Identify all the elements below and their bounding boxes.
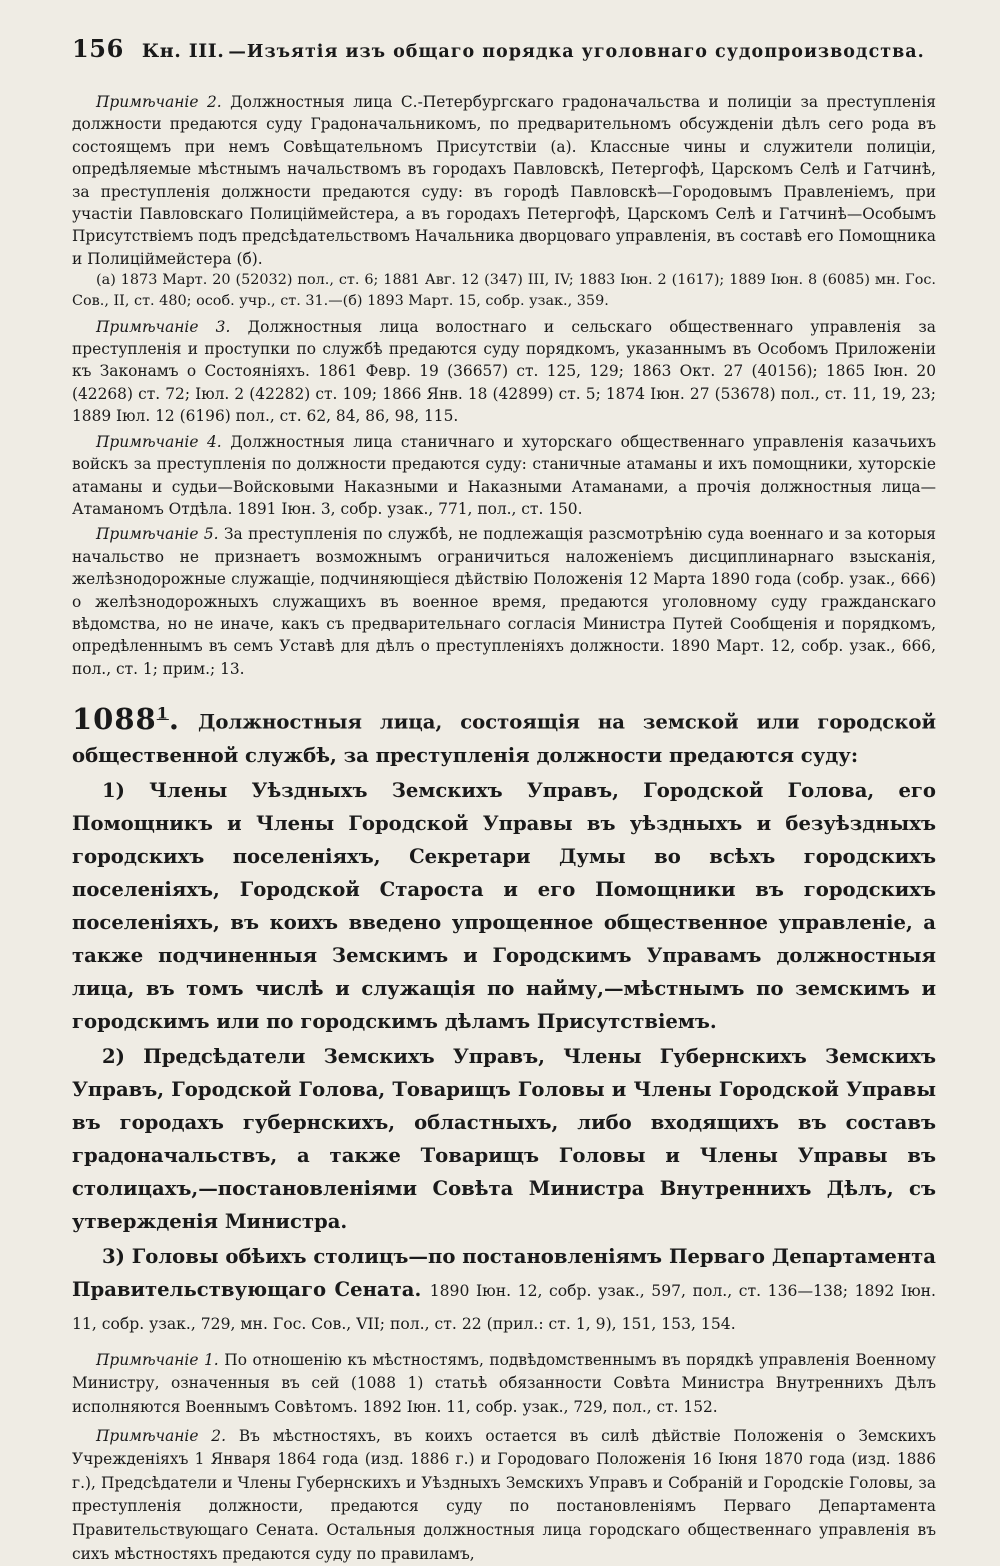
note-2 [72, 91, 936, 313]
note-text: За преступленія по службѣ, не подлежащія разсмотрѣнію суда военнаго и за которыя начальство не признаетъ возможнымъ ограничиться наложеніемъ дисциплинарнаго взысканія, желѣзнодорожные служащіе, подчиняющіеся дѣйствію Положенія 12 Марта 1890 года (собр. узак., 666) о желѣзнодорожныхъ служащихъ въ военное время, предаются уголовному суду гражданскаго вѣдомства, но не иначе, какъ съ предварительнаго согласія Министра Путей Сообщенія и порядкомъ, опредѣленнымъ въ семъ Уставѣ для дѣлъ о преступленіяхъ должности. 1890 Март. 12, собр. узак., 666, пол., ст. 1; прим.; 13. [72, 525, 936, 678]
note-label: Примѣчаніе 3. [96, 317, 231, 336]
bottom-note-1 [72, 1349, 936, 1420]
note-text: По отношенію къ мѣстностямъ, подвѣдомственнымъ въ порядкѣ управленія Военному Министру, означенныя въ сей (1088 1) статьѣ обязанности Совѣта Министра Внутреннихъ Дѣлъ исполняются Военнымъ Совѣтомъ. 1892 Іюн. 11, собр. узак., 729, пол., ст. 152. [72, 1350, 936, 1416]
note-paragraph [72, 316, 936, 428]
article-item-1: 1) Члены Уѣздныхъ Земскихъ Управъ, Городской Голова, его Помощникъ и Члены Городской Управы въ уѣздныхъ и безуѣздныхъ городскихъ поселеніяхъ, Секретари Думы во всѣхъ городскихъ поселеніяхъ, Городской Староста и его Помощники въ городскихъ поселеніяхъ, въ коихъ введено упрощенное общественное управленіе, а также подчиненныя Земскимъ и Городскимъ Управамъ должностныя лица, въ томъ числѣ и служащія по найму,—мѣстнымъ по земскимъ и городскимъ или по городскимъ дѣламъ Присутствіемъ. [72, 778, 936, 1033]
note-paragraph [72, 431, 936, 521]
article-citation: 1890 Іюн. 12, собр. узак., 597, пол., ст. 136—138; 1892 Іюн. 11, собр. узак., 729, мн. Гос. Сов., VII; пол., ст. 22 (прил.: ст. 1, 9), 151, 153, 154. [72, 1281, 936, 1333]
note-label: Примѣчаніе 4. [96, 432, 222, 451]
header-title: —Изъятія изъ общаго порядка уголовнаго судопроизводства. [228, 42, 925, 62]
article-number: 1088$^1$. [72, 701, 180, 736]
book-label: Кн. III. [141, 40, 225, 62]
notes-bottom [72, 1349, 936, 1566]
note-paragraph [72, 523, 936, 680]
note-citation: (а) 1873 Март. 20 (52032) пол., ст. 6; 1881 Авг. 12 (347) III, IV; 1883 Іюн. 2 (1617); 1889 Іюн. 8 (6085) мн. Гос. Сов., II, ст. 480; особ. учр., ст. 31.—(б) 1893 Март. 15, собр. узак., 359. [72, 272, 936, 310]
note-text: Должностныя лица волостнаго и сельскаго общественнаго управленія за преступленія и проступки по службѣ предаются суду порядкомъ, указаннымъ въ Особомъ Приложеніи къ Законамъ о Состояніяхъ. 1861 Февр. 19 (36657) ст. 125, 129; 1863 Окт. 27 (40156); 1865 Іюн. 20 (42268) ст. 72; Іюл. 2 (42282) ст. 109; 1866 Янв. 18 (42899) ст. 5; 1874 Іюн. 27 (53678) пол., ст. 11, 19, 23; 1889 Іюл. 12 (6196) пол., ст. 62, 84, 86, 98, 115. [72, 317, 936, 426]
note-label: Примѣчаніе 2. [96, 1426, 226, 1445]
bottom-note-2 [72, 1425, 936, 1566]
note-label: Примѣчаніе 5. [96, 525, 219, 544]
note-text: Должностныя лица С.-Петербургскаго градоначальства и полиціи за преступленія должности предаются суду Градоначальникомъ, по предварительномъ обсужденіи дѣлъ сего рода въ состоящемъ при немъ Совѣщательномъ Присутствіи (а). Классные чины и служители полиціи, опредѣляемые мѣстнымъ начальствомъ въ городахъ Павловскѣ, Петергофѣ, Царскомъ Селѣ и Гатчинѣ, за преступленія должности предаются суду: въ городѣ Павловскѣ—Городовымъ Правленіемъ, при участіи Павловскаго Полиціймейстера, а въ городахъ Петергофѣ, Царскомъ Селѣ и Гатчинѣ—Особымъ Присутствіемъ подъ предсѣдательствомъ Начальника дворцоваго управленія, въ составѣ его Помощника и Полиціймейстера (б). [72, 93, 936, 268]
note-label: Примѣчаніе 1. [96, 1350, 219, 1369]
article-1088-1 [72, 696, 936, 1339]
article-intro [72, 696, 936, 772]
article-number-main: 1088 [72, 701, 157, 736]
note-5 [72, 523, 936, 680]
note-label: Примѣчаніе 2. [96, 93, 222, 111]
running-header [72, 34, 936, 63]
note-text: Въ мѣстностяхъ, въ коихъ остается въ силѣ дѣйствіе Положенія о Земскихъ Учрежденіяхъ 1 Января 1864 года (изд. 1886 г.) и Городоваго Положенія 16 Іюня 1870 года (изд. 1886 г.), Предсѣдатели и Члены Губернскихъ и Уѣздныхъ Земскихъ Управъ и Собраній и Городскіе Головы, за преступленія должности, предаются суду по постановленіямъ Перваго Департамента Правительствующаго Сената. Остальныя должностныя лица городскаго общественнаго управленія въ сихъ мѣстностяхъ предаются суду по правиламъ, [72, 1426, 936, 1563]
article-number-sup: 1 [156, 703, 169, 723]
page-number: 156 [72, 34, 124, 63]
note-4 [72, 431, 936, 521]
note-3 [72, 316, 936, 428]
article-intro-text: Должностныя лица, состоящія на земской или городской общественной службѣ, за преступленія должности предаются суду: [72, 710, 936, 767]
note-paragraph [72, 91, 936, 270]
notes-top [72, 91, 936, 680]
article-item-3-text: 3) Головы обѣихъ столицъ—по постановленіямъ Перваго Департамента Правительствующаго Сената. [72, 1244, 936, 1301]
note-text: Должностныя лица станичнаго и хуторскаго общественнаго управленія казачьихъ войскъ за преступленія по должности предаются суду: станичные атаманы и ихъ помощники, хуторскіе атаманы и судьи—Войсковыми Наказными и Наказными Атаманами, а прочія должностныя лица—Атаманомъ Отдѣла. 1891 Іюн. 3, собр. узак., 771, пол., ст. 150. [72, 432, 936, 518]
article-item-3 [72, 1240, 936, 1339]
article-item-2: 2) Предсѣдатели Земскихъ Управъ, Члены Губернскихъ Земскихъ Управъ, Городской Голова, Товарищъ Головы и Члены Городской Управы въ городахъ губернскихъ, областныхъ, либо входящихъ въ составъ градоначальствъ, а также Товарищъ Головы и Члены Управы въ столицахъ,—постановленіями Совѣта Министра Внутреннихъ Дѣлъ, съ утвержденія Министра. [72, 1044, 936, 1233]
